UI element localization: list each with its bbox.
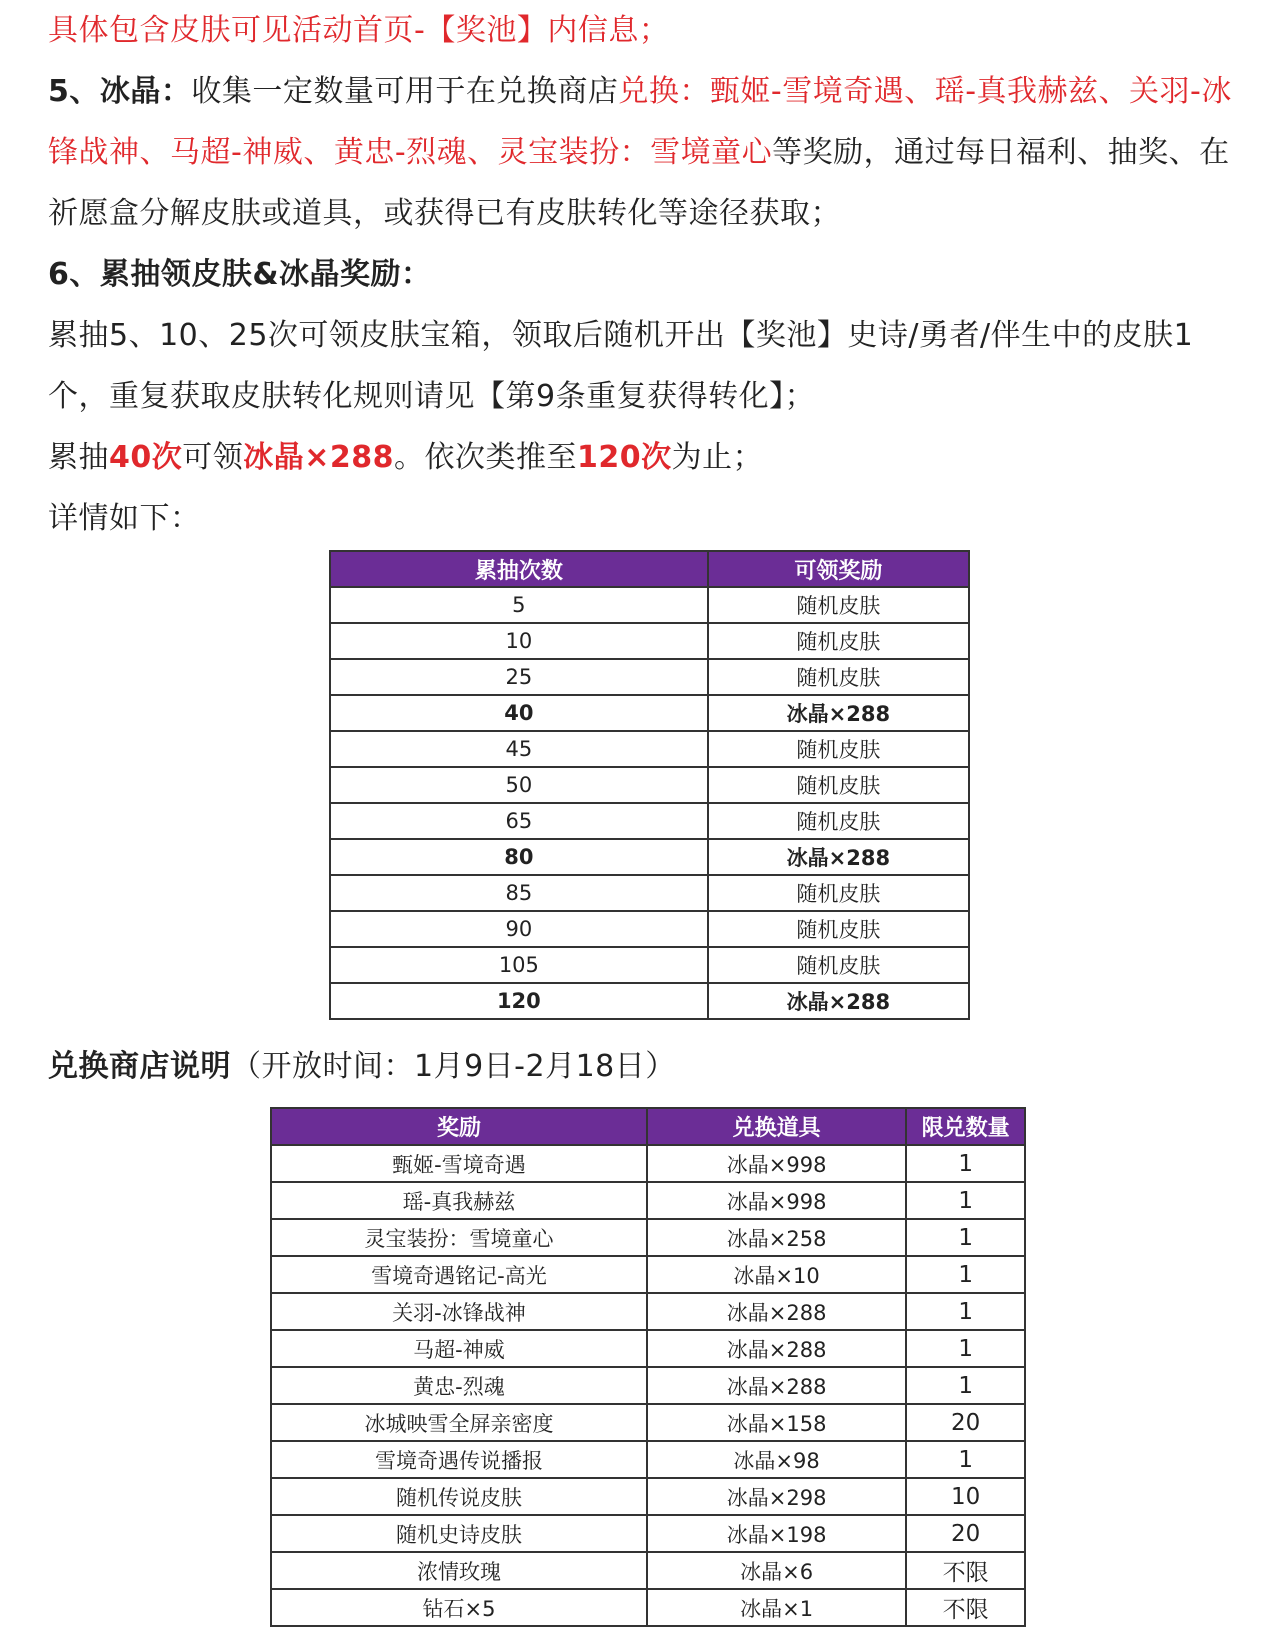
shop-limit-cell: 1 <box>906 1145 1025 1182</box>
shop-limit-cell: 1 <box>906 1293 1025 1330</box>
shop-reward-cell: 钻石×5 <box>271 1589 647 1626</box>
shop-item-cell: 冰晶×98 <box>647 1441 906 1478</box>
shop-limit-cell: 1 <box>906 1441 1025 1478</box>
table-row <box>330 803 969 839</box>
shop-limit-cell: 1 <box>906 1367 1025 1404</box>
header-limit: 限兑数量 <box>906 1108 1025 1145</box>
exchange-shop-table <box>270 1107 1026 1627</box>
reward-cell: 随机皮肤 <box>708 875 969 911</box>
shop-limit-cell: 10 <box>906 1478 1025 1515</box>
reward-cell: 冰晶×288 <box>708 983 969 1019</box>
reward-cell: 随机皮肤 <box>708 731 969 767</box>
table-row <box>330 983 969 1019</box>
reward-cell: 随机皮肤 <box>708 911 969 947</box>
table-row <box>330 875 969 911</box>
draw-count-cell: 50 <box>330 767 708 803</box>
details-label: 详情如下： <box>48 501 201 536</box>
shop-reward-cell: 关羽-冰锋战神 <box>271 1293 647 1330</box>
header-draw-count: 累抽次数 <box>330 551 708 587</box>
text-segment: 可领 <box>182 440 244 475</box>
shop-item-cell: 冰晶×10 <box>647 1256 906 1293</box>
table-row <box>271 1256 1025 1293</box>
shop-reward-cell: 冰城映雪全屏亲密度 <box>271 1404 647 1441</box>
reward-cell: 随机皮肤 <box>708 659 969 695</box>
shop-reward-cell: 灵宝装扮：雪境童心 <box>271 1219 647 1256</box>
draw-count-cell: 45 <box>330 731 708 767</box>
shop-reward-cell: 随机传说皮肤 <box>271 1478 647 1515</box>
draw-count-cell: 65 <box>330 803 708 839</box>
table-row <box>330 911 969 947</box>
paragraph-pool-info: 具体包含皮肤可见活动首页-【奖池】内信息； <box>48 13 670 48</box>
table-row <box>271 1589 1025 1626</box>
article-body <box>48 0 1248 549</box>
table-row <box>271 1219 1025 1256</box>
draw-count-cell: 10 <box>330 623 708 659</box>
shop-reward-cell: 雪境奇遇铭记-高光 <box>271 1256 647 1293</box>
highlight-crystal-288: 冰晶×288 <box>243 440 395 475</box>
highlight-120: 120次 <box>577 440 672 475</box>
shop-item-cell: 冰晶×288 <box>647 1330 906 1367</box>
paragraph-ice-crystal <box>48 61 1248 244</box>
draw-count-cell: 90 <box>330 911 708 947</box>
draw-count-cell: 80 <box>330 839 708 875</box>
draw-count-cell: 5 <box>330 587 708 623</box>
shop-subtitle: （开放时间：1月9日-2月18日） <box>231 1049 676 1084</box>
ice-crystal-text-1: 收集一定数量可用于在兑换商店 <box>191 74 619 109</box>
shop-limit-cell: 1 <box>906 1256 1025 1293</box>
reward-cell: 随机皮肤 <box>708 587 969 623</box>
shop-limit-cell: 1 <box>906 1330 1025 1367</box>
shop-limit-cell: 20 <box>906 1515 1025 1552</box>
shop-reward-cell: 瑶-真我赫兹 <box>271 1182 647 1219</box>
header-reward: 可领奖励 <box>708 551 969 587</box>
shop-reward-cell: 甄姬-雪境奇遇 <box>271 1145 647 1182</box>
shop-limit-cell: 不限 <box>906 1589 1025 1626</box>
text-segment: 。依次类推至 <box>394 440 578 475</box>
cumulative-draw-crystal-text <box>48 427 1248 488</box>
table-row <box>271 1145 1025 1182</box>
shop-item-cell: 冰晶×6 <box>647 1552 906 1589</box>
table-row <box>271 1552 1025 1589</box>
table-row <box>330 839 969 875</box>
ice-crystal-exchange-list: 兑换：甄姬-雪境奇遇、瑶-真我赫兹、关羽-冰锋战神、马超-神威、黄忠-烈魂、灵宝装扮：雪境童心 <box>48 74 1232 170</box>
shop-reward-cell: 马超-神威 <box>271 1330 647 1367</box>
shop-item-cell: 冰晶×288 <box>647 1293 906 1330</box>
table-row <box>271 1182 1025 1219</box>
highlight-40: 40次 <box>109 440 183 475</box>
shop-heading <box>48 1040 676 1094</box>
shop-limit-cell: 不限 <box>906 1552 1025 1589</box>
cumulative-draw-heading: 6、累抽领皮肤&冰晶奖励： <box>48 257 432 292</box>
table-row <box>271 1293 1025 1330</box>
reward-cell: 冰晶×288 <box>708 839 969 875</box>
table-row <box>271 1367 1025 1404</box>
table-row <box>330 623 969 659</box>
shop-reward-cell: 雪境奇遇传说播报 <box>271 1441 647 1478</box>
reward-cell: 随机皮肤 <box>708 623 969 659</box>
shop-item-cell: 冰晶×1 <box>647 1589 906 1626</box>
header-exchange-item: 兑换道具 <box>647 1108 906 1145</box>
cumulative-draw-table <box>329 550 970 1020</box>
text-segment: 为止； <box>671 440 764 475</box>
draw-count-cell: 85 <box>330 875 708 911</box>
shop-item-cell: 冰晶×288 <box>647 1367 906 1404</box>
table-row <box>330 947 969 983</box>
table-row <box>330 767 969 803</box>
table-row <box>330 587 969 623</box>
draw-count-cell: 120 <box>330 983 708 1019</box>
table-header-row <box>271 1108 1025 1145</box>
shop-title: 兑换商店说明 <box>48 1049 231 1084</box>
reward-cell: 随机皮肤 <box>708 947 969 983</box>
table-row <box>271 1441 1025 1478</box>
ice-crystal-text-2: 等奖励，通过每日福利、抽奖、在祈愿盒分解皮肤或道具，或获得已有皮肤转化等途径获取； <box>48 135 1230 231</box>
shop-item-cell: 冰晶×998 <box>647 1145 906 1182</box>
shop-item-cell: 冰晶×258 <box>647 1219 906 1256</box>
table-row <box>271 1478 1025 1515</box>
table-row <box>271 1330 1025 1367</box>
shop-limit-cell: 1 <box>906 1219 1025 1256</box>
shop-item-cell: 冰晶×158 <box>647 1404 906 1441</box>
table-header-row <box>330 551 969 587</box>
ice-crystal-heading: 5、冰晶： <box>48 74 192 109</box>
draw-count-cell: 105 <box>330 947 708 983</box>
shop-reward-cell: 浓情玫瑰 <box>271 1552 647 1589</box>
table-row <box>330 659 969 695</box>
table-row <box>330 731 969 767</box>
shop-reward-cell: 随机史诗皮肤 <box>271 1515 647 1552</box>
table-row <box>271 1515 1025 1552</box>
shop-item-cell: 冰晶×298 <box>647 1478 906 1515</box>
draw-count-cell: 40 <box>330 695 708 731</box>
shop-limit-cell: 20 <box>906 1404 1025 1441</box>
table-row <box>330 695 969 731</box>
table-row <box>271 1404 1025 1441</box>
text-segment: 累抽 <box>48 440 109 475</box>
shop-limit-cell: 1 <box>906 1182 1025 1219</box>
shop-item-cell: 冰晶×198 <box>647 1515 906 1552</box>
reward-cell: 冰晶×288 <box>708 695 969 731</box>
shop-item-cell: 冰晶×998 <box>647 1182 906 1219</box>
header-reward: 奖励 <box>271 1108 647 1145</box>
shop-reward-cell: 黄忠-烈魂 <box>271 1367 647 1404</box>
cumulative-draw-text: 累抽5、10、25次可领皮肤宝箱，领取后随机开出【奖池】史诗/勇者/伴生中的皮肤1个，重复获取皮肤转化规则请见【第9条重复获得转化】； <box>48 318 1194 414</box>
reward-cell: 随机皮肤 <box>708 767 969 803</box>
draw-count-cell: 25 <box>330 659 708 695</box>
reward-cell: 随机皮肤 <box>708 803 969 839</box>
